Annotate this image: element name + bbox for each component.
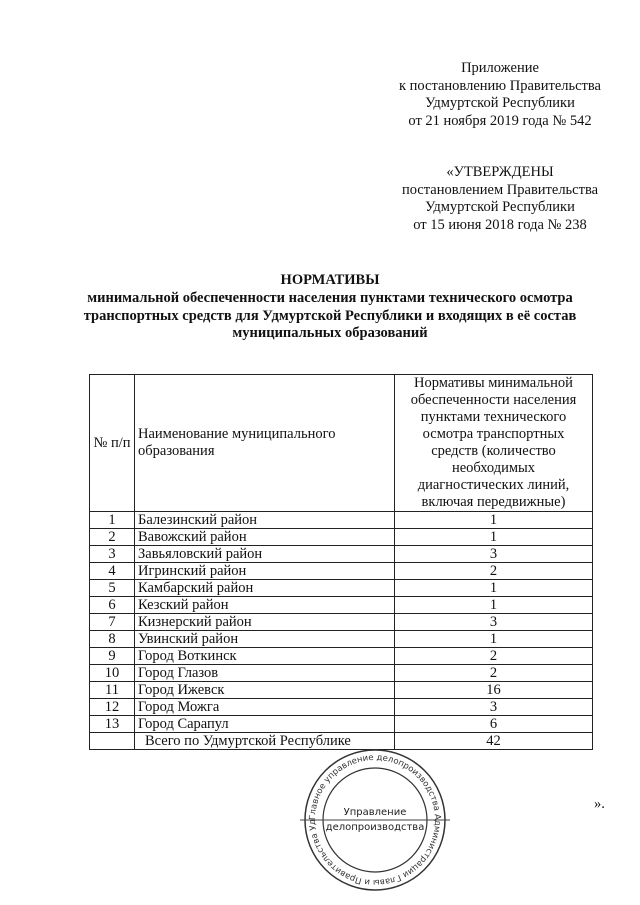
total-value: 42 xyxy=(395,733,593,750)
appendix-line-4: от 21 ноября 2019 года № 542 xyxy=(408,112,592,129)
document-subtitle: минимальной обеспеченности населения пунктами технического осмотра транспортных средств для Удмуртской Республики и входящих в её состав муниципальных образований xyxy=(83,290,577,341)
row-value: 3 xyxy=(395,546,593,563)
row-name: Кезский район xyxy=(135,597,395,614)
row-value: 1 xyxy=(395,529,593,546)
table-row xyxy=(90,648,593,665)
table-row xyxy=(90,546,593,563)
row-number: 10 xyxy=(90,665,135,682)
office-stamp xyxy=(300,745,450,900)
table-row xyxy=(90,716,593,733)
row-value: 6 xyxy=(395,716,593,733)
total-label: Всего по Удмуртской Республике xyxy=(135,733,395,750)
row-number: 4 xyxy=(90,563,135,580)
closing-quote: ». xyxy=(594,796,605,812)
row-value: 16 xyxy=(395,682,593,699)
row-name: Кизнерский район xyxy=(135,614,395,631)
appendix-line-2: к постановлению Правительства xyxy=(399,77,601,94)
row-name: Город Воткинск xyxy=(135,648,395,665)
stamp-line-1: Управление xyxy=(343,807,407,818)
stamp-line-2: делопроизводства xyxy=(325,822,425,833)
row-name: Вавожский район xyxy=(135,529,395,546)
col-header-value: Нормативы минимальной обеспеченности населения пунктами технического осмотра транспортных средств (количество необходимых диагностических линий, включая передвижные) xyxy=(395,375,593,512)
row-name: Увинский район xyxy=(135,631,395,648)
table-row xyxy=(90,529,593,546)
total-number-cell xyxy=(90,733,135,750)
table-row xyxy=(90,699,593,716)
row-number: 2 xyxy=(90,529,135,546)
row-number: 1 xyxy=(90,512,135,529)
row-name: Балезинский район xyxy=(135,512,395,529)
approved-line-4: от 15 июня 2018 года № 238 xyxy=(413,216,587,233)
table-row xyxy=(90,682,593,699)
row-number: 6 xyxy=(90,597,135,614)
row-value: 1 xyxy=(395,631,593,648)
table-row xyxy=(90,563,593,580)
row-number: 3 xyxy=(90,546,135,563)
approved-line-3: Удмуртской Республики xyxy=(425,199,575,215)
table-row xyxy=(90,597,593,614)
row-number: 5 xyxy=(90,580,135,597)
table-header-row xyxy=(90,375,593,512)
table-body xyxy=(90,512,593,733)
row-value: 1 xyxy=(395,597,593,614)
row-number: 8 xyxy=(90,631,135,648)
row-number: 7 xyxy=(90,614,135,631)
approved-header xyxy=(380,164,620,234)
row-name: Завьяловский район xyxy=(135,546,395,563)
table-row xyxy=(90,512,593,529)
row-number: 12 xyxy=(90,699,135,716)
col-header-name: Наименование муниципального образования xyxy=(135,375,395,512)
approved-line-1: «УТВЕРЖДЕНЫ xyxy=(446,164,554,180)
row-name: Игринский район xyxy=(135,563,395,580)
row-name: Город Можга xyxy=(135,699,395,716)
row-name: Город Сарапул xyxy=(135,716,395,733)
norms-table xyxy=(89,374,593,750)
row-name: Город Глазов xyxy=(135,665,395,682)
stamp-ring-text: Главное управление делопроизводства Администрации Главы и Правительства Уд xyxy=(307,752,443,888)
table-row xyxy=(90,614,593,631)
row-value: 3 xyxy=(395,614,593,631)
appendix-line-1: Приложение xyxy=(461,60,539,76)
table-row xyxy=(90,580,593,597)
row-number: 9 xyxy=(90,648,135,665)
row-value: 2 xyxy=(395,665,593,682)
row-value: 1 xyxy=(395,512,593,529)
row-name: Город Ижевск xyxy=(135,682,395,699)
row-number: 13 xyxy=(90,716,135,733)
document-title: НОРМАТИВЫ xyxy=(280,272,380,288)
row-value: 3 xyxy=(395,699,593,716)
table-row xyxy=(90,631,593,648)
appendix-header xyxy=(392,60,608,130)
row-value: 1 xyxy=(395,580,593,597)
row-value: 2 xyxy=(395,648,593,665)
appendix-line-3: Удмуртской Республики xyxy=(425,95,575,111)
col-header-number: № п/п xyxy=(90,375,135,512)
row-value: 2 xyxy=(395,563,593,580)
row-name: Камбарский район xyxy=(135,580,395,597)
row-number: 11 xyxy=(90,682,135,699)
table-row xyxy=(90,665,593,682)
approved-line-2: постановлением Правительства xyxy=(401,181,599,198)
